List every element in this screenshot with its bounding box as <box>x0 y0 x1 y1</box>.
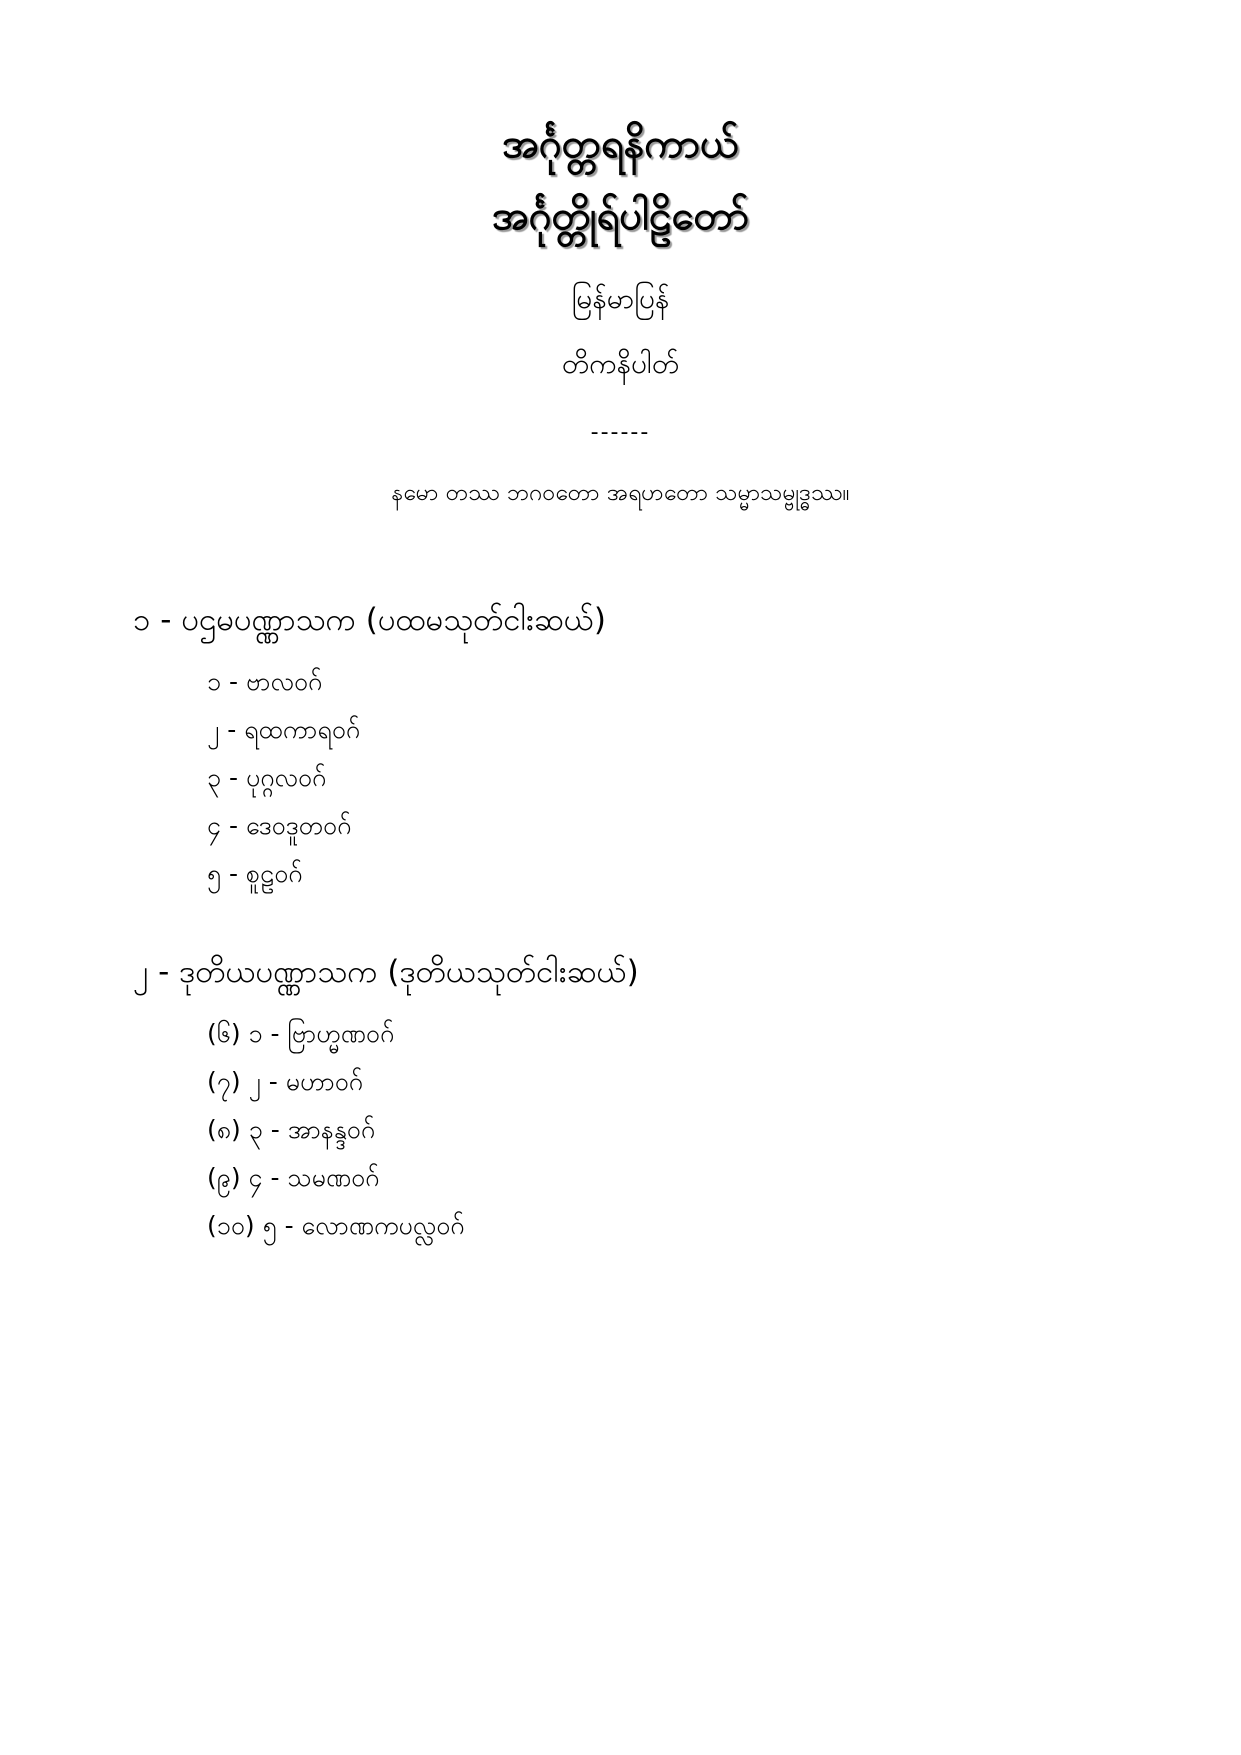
title-line-2: အင်္ဂုတ္တိုရ်ပါဠိတော် <box>492 193 749 239</box>
nipata-label: တိကနိပါတ် <box>561 347 680 380</box>
title-line-1: အင်္ဂုတ္တရနိကာယ် <box>502 121 739 167</box>
list-item: (၆) ၁ - ဗြာဟ္မဏဝဂ် <box>207 1019 395 1048</box>
invocation: နမော တဿ ဘဂဝတော အရဟတော သမ္မာသမ္ဗုဒ္ဓဿ။ <box>391 480 850 506</box>
list-item: (၁၀) ၅ - လောဏကပလ္လဝဂ် <box>207 1211 465 1240</box>
list-item: (၈) ၃ - အာနန္ဒဝဂ် <box>207 1115 376 1144</box>
list-item: ၁ - ဗာလဝဂ် <box>207 667 323 696</box>
list-item: ၅ - စူဠဝဂ် <box>207 859 303 888</box>
section-heading-1: ၁ - ပဌမပဏ္ဏာသက (ပထမသုတ်ငါးဆယ်) <box>133 602 606 638</box>
section-heading-2: ၂ - ဒုတိယပဏ္ဏာသက (ဒုတိယသုတ်ငါးဆယ်) <box>133 954 639 990</box>
list-item: ၄ - ဒေဝဒူတဝဂ် <box>207 811 352 840</box>
divider: ------ <box>590 420 651 445</box>
translation-label: မြန်မာပြန် <box>571 282 670 315</box>
list-item: ၂ - ရထကာရဝဂ် <box>207 715 361 744</box>
list-item: (၇) ၂ - မဟာဝဂ် <box>207 1067 364 1096</box>
list-item: (၉) ၄ - သမဏဝဂ် <box>207 1163 380 1192</box>
list-item: ၃ - ပုဂ္ဂလဝဂ် <box>207 763 327 792</box>
